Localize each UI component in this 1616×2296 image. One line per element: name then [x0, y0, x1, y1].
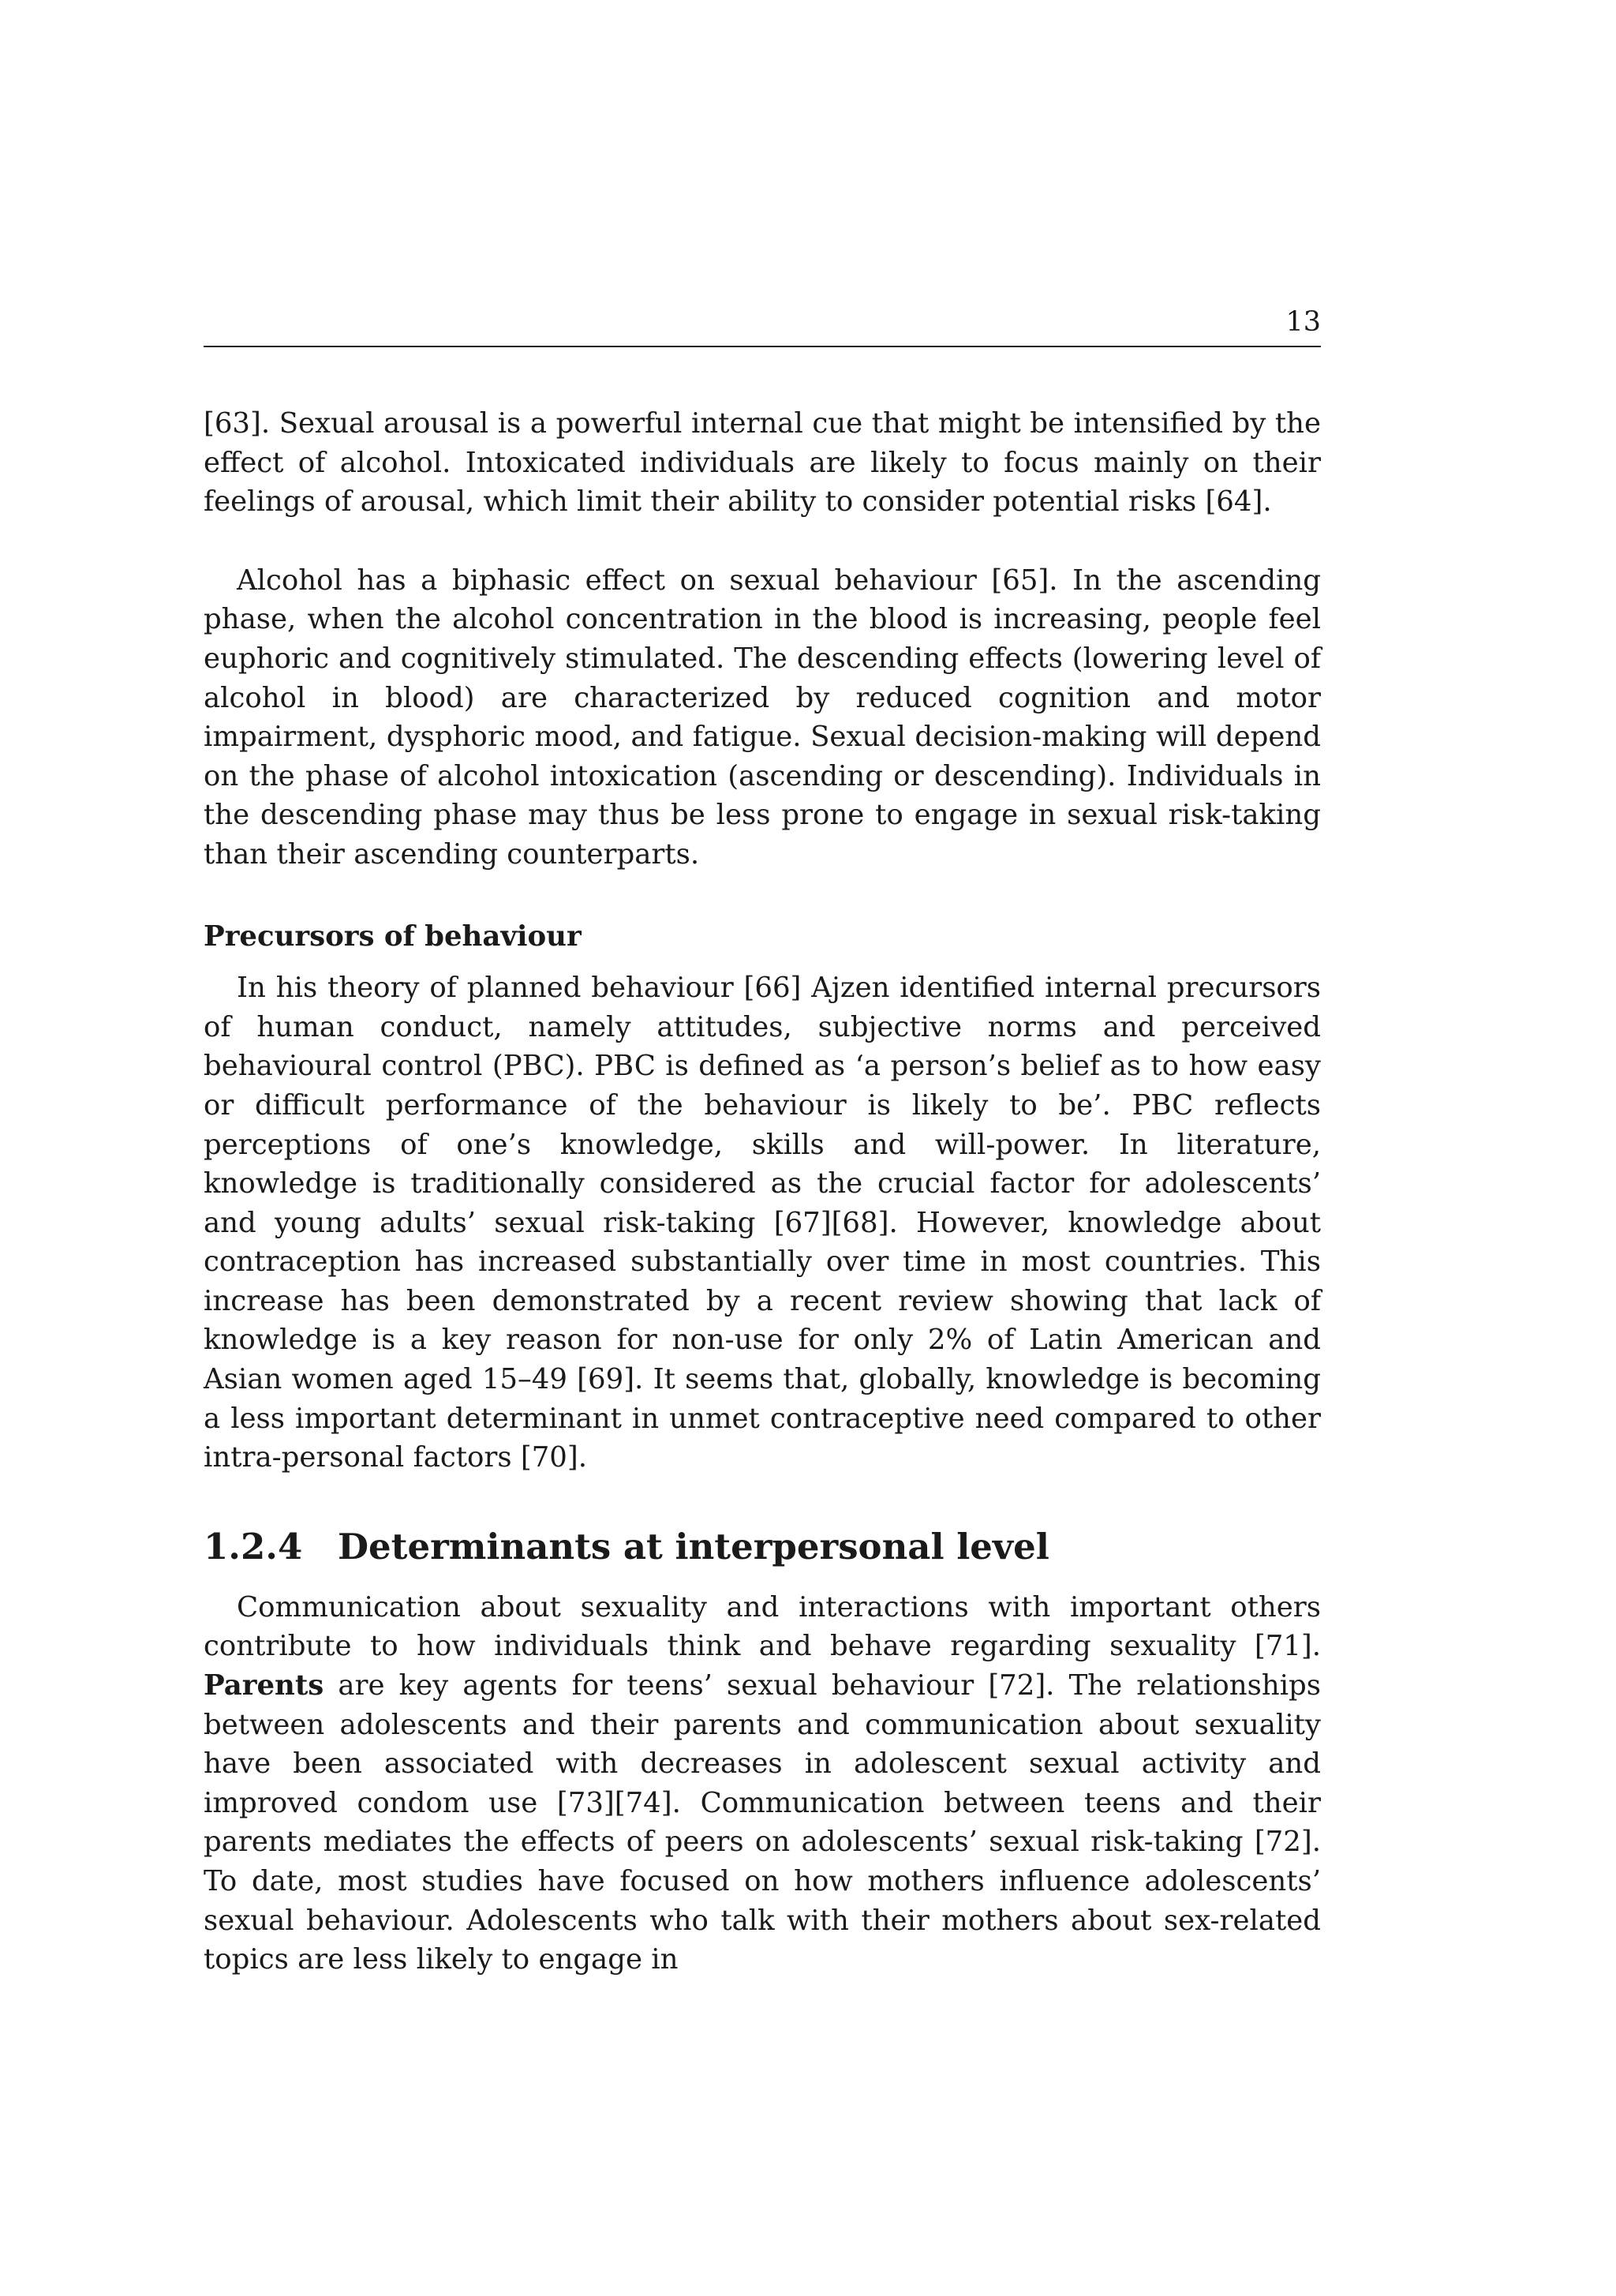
section-number: 1.2.4 — [204, 1525, 303, 1567]
paragraph-planned-behaviour: In his theory of planned behaviour [66] Ajzen identified internal precursors of human conduct, namely attitudes, subjective norms and perceived behavioural control (PBC). PBC is defined as ‘a person’s belief as to how easy or difficult performance of the behaviour is likely to be’. PBC reflects perceptions of one’s knowledge, skills and will-power. In literature, knowledge is traditionally considered as the crucial factor for adolescents’ and young adults’ sexual risk-taking [67][68]. However, knowledge about contraception has increased substantially over time in most countries. This increase has been demonstrated by a recent review showing that lack of knowledge is a key reason for non-use for only 2% of Latin American and Asian women aged 15–49 [69]. It seems that, globally, knowledge is becoming a less important determinant in unmet contraceptive need compared to other intra-personal factors [70]. — [204, 972, 1321, 1474]
bold-term-parents: Parents — [204, 1669, 324, 1702]
body-text — [204, 404, 1321, 1980]
page-number: 13 — [1285, 306, 1321, 338]
paragraph-continued: [63]. Sexual arousal is a powerful internal cue that might be intensified by the effect of alcohol. Intoxicated individuals are likely to focus mainly on their feelings of arousal, which limit their ability to consider potential risks [64]. — [204, 407, 1321, 519]
paragraph-interpersonal — [204, 1588, 1321, 1980]
paragraph-biphasic-effect: Alcohol has a biphasic effect on sexual behaviour [65]. In the ascending phase, when the alcohol concentration in the blood is increasing, people feel euphoric and cognitively stimulated. The descending effects (lowering level of alcohol in blood) are characterized by reduced cognition and motor impairment, dysphoric mood, and fatigue. Sexual decision-making will depend on the phase of alcohol intoxication (ascending or descending). Individuals in the descending phase may thus be less prone to engage in sexual risk-taking than their ascending counterparts. — [204, 564, 1321, 871]
paragraph-text: Communication about sexuality and interactions with important others contribute to how individuals think and behave regarding sexuality [71]. — [204, 1590, 1321, 1663]
paragraph-text: are key agents for teens’ sexual behaviour [72]. The relationships between adolescents and their parents and communication about sexuality have been associated with decreases in adolescent sexual activity and improved condom use [73][74]. Communication between teens and their parents mediates the effects of peers on adolescents’ sexual risk-taking [72]. To date, most studies have focused on how mothers influence adolescents’ sexual behaviour. Adolescents who talk with their mothers about sex-related topics are less likely to engage in — [204, 1669, 1321, 1976]
page — [204, 0, 1321, 2296]
running-head — [204, 303, 1321, 347]
section-title: Determinants at interpersonal level — [338, 1525, 1049, 1567]
subheading-precursors: Precursors of behaviour — [204, 920, 582, 953]
section-heading — [204, 1523, 1321, 1571]
